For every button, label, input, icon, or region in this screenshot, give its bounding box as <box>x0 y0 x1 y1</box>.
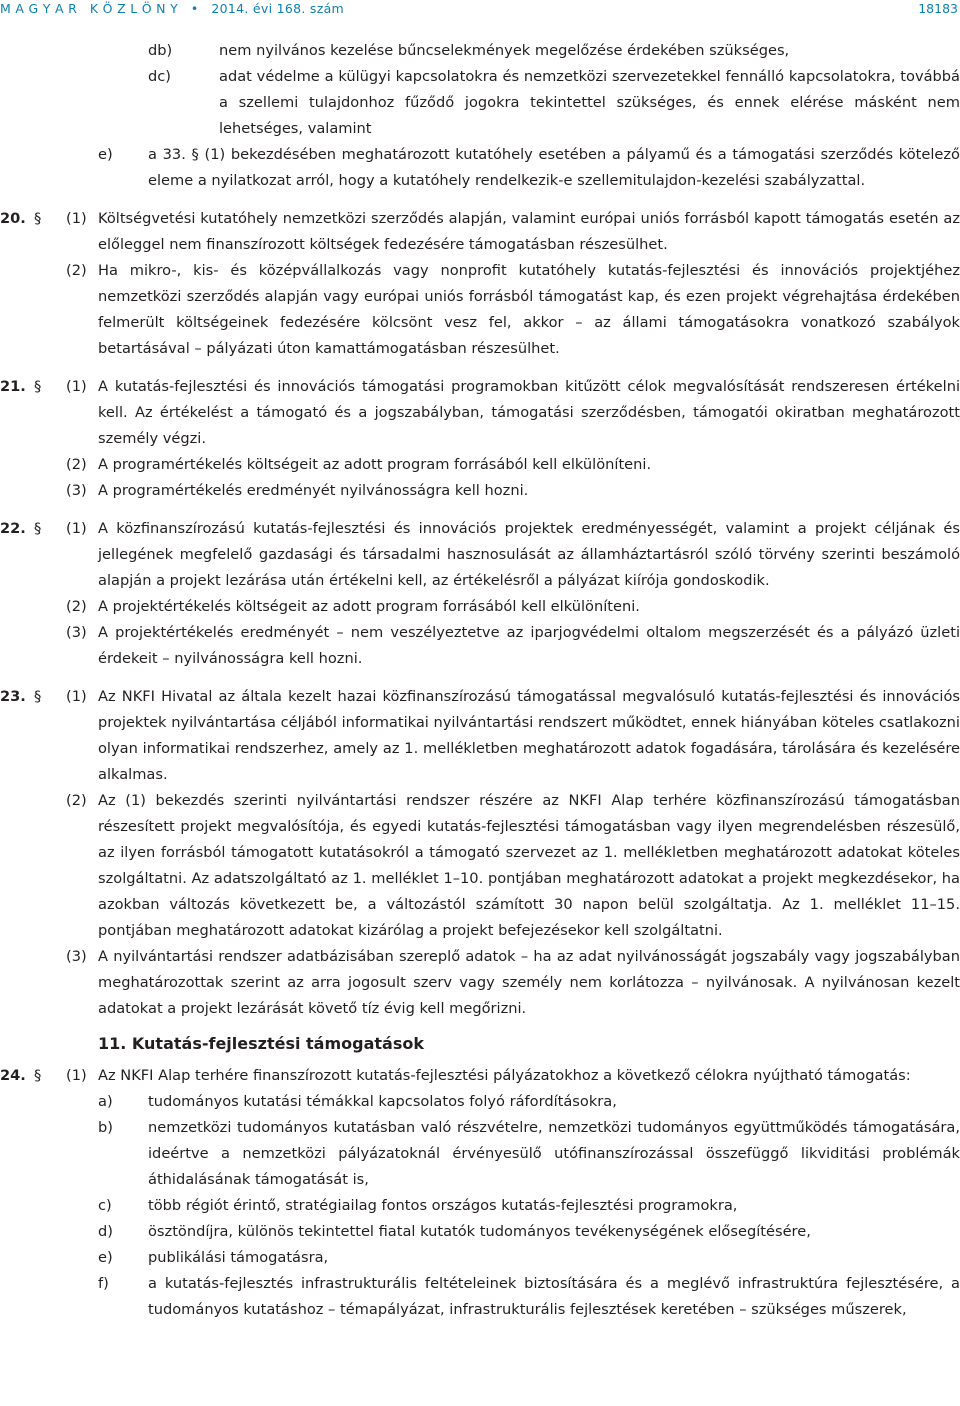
item-text: a kutatás-fejlesztés infrastrukturális feltételeinek biztosítására és a meglévő infrastruktúra fejlesztésére, a tudományos kutatáshoz – témapályázat, infrastrukturális fejlesztések keretében – szükséges műszerek, <box>148 1275 960 1318</box>
paragraph-number: (3) <box>66 948 87 965</box>
section-number: 20. <box>0 210 26 227</box>
list-item-c <box>0 1193 960 1219</box>
paragraph <box>0 516 960 594</box>
paragraph-number: (3) <box>66 624 87 641</box>
section-symbol: § <box>34 1067 42 1084</box>
paragraph-number: (3) <box>66 482 87 499</box>
document-body <box>0 38 960 1323</box>
item-label: d) <box>98 1223 113 1240</box>
list-item-d <box>0 1219 960 1245</box>
paragraph-text: A projektértékelés eredményét – nem veszélyeztetve az iparjogvédelmi oltalom megszerzését és a pályázó üzleti érdekeit – nyilvánosságra kell hozni. <box>98 624 960 667</box>
paragraph <box>0 258 960 362</box>
paragraph-number: (1) <box>66 1067 87 1084</box>
paragraph-text: Költségvetési kutatóhely nemzetközi szerződés alapján, valamint európai uniós forrásból kapott támogatás esetén az előleggel nem finanszírozott költségek fedezésére támogatásban részesülhet. <box>98 210 960 253</box>
paragraph <box>0 620 960 672</box>
item-label: e) <box>98 146 113 163</box>
paragraph <box>0 788 960 944</box>
item-text: a 33. § (1) bekezdésében meghatározott kutatóhely esetében a pályamű és a támogatási szerződés kötelező eleme a nyilatkozat arról, hogy a kutatóhely rendelkezik-e szellemitulajdon-kezelési szabályzattal. <box>148 146 960 189</box>
paragraph <box>0 1063 960 1089</box>
section-21 <box>0 374 960 504</box>
section-symbol: § <box>34 520 42 537</box>
paragraph <box>0 478 960 504</box>
item-text: nemzetközi tudományos kutatásban való részvételre, nemzetközi tudományos együttműködés támogatására, ideértve a nemzetközi pályázatoknál érvényesülő utófinanszírozással összefüggő likviditási problémák áthidalásának támogatását is, <box>148 1119 960 1188</box>
item-text: tudományos kutatási témákkal kapcsolatos folyó ráfordításokra, <box>148 1093 617 1110</box>
item-label: c) <box>98 1197 112 1214</box>
paragraph <box>0 374 960 452</box>
list-item-e <box>0 1245 960 1271</box>
paragraph-number: (1) <box>66 378 87 395</box>
paragraph-number: (1) <box>66 210 87 227</box>
paragraph <box>0 684 960 788</box>
list-item-f <box>0 1271 960 1323</box>
paragraph-text: Ha mikro-, kis- és középvállalkozás vagy nonprofit kutatóhely kutatás-fejlesztési és innovációs projektjéhez nemzetközi szerződés alapján vagy európai uniós forrásból támogatást kap, és ezen projekt végrehajtása érdekében felmerült költségeinek fedezésére kölcsönt vesz fel, akkor – az állami támogatásokra vonatkozó szabályok betartásával – pályázati úton kamattámogatásban részesülhet. <box>98 262 960 357</box>
paragraph <box>0 206 960 258</box>
list-item-b <box>0 1115 960 1193</box>
paragraph-text: Az (1) bekezdés szerinti nyilvántartási rendszer részére az NKFI Alap terhére közfinanszírozású támogatásban részesített projekt megvalósítója, és egyedi kutatás-fejlesztési támogatásban vagy ilyen megrendelésben részesülő, az ilyen forrásból támogatott kutatásokról a támogató szervezet az 1. mellékletben meghatározott adatokat köteles szolgáltatni. Az adatszolgáltató az 1. melléklet 1–10. pontjában meghatározott adatokat a projekt megkezdésekor, ha azokban változás következett be, a változástól számított 30 napon belül szolgáltatja. Az 1. melléklet 11–15. pontjában meghatározott adatokat kizárólag a projekt befejezésekor kell szolgáltatni. <box>98 792 960 939</box>
paragraph-text: A kutatás-fejlesztési és innovációs támogatási programokban kitűzött célok megvalósítását rendszeresen értékelni kell. Az értékelést a támogató és a jogszabályban, támogatási szerződésben, támogatói okiratban meghatározott személy végzi. <box>98 378 960 447</box>
paragraph <box>0 594 960 620</box>
section-symbol: § <box>34 378 42 395</box>
paragraph-text: A programértékelés eredményét nyilvánosságra kell hozni. <box>98 482 529 499</box>
paragraph-text: Az NKFI Hivatal az általa kezelt hazai közfinanszírozású támogatással megvalósuló kutatás-fejlesztési és innovációs projektek nyilvántartása céljából informatikai nyilvántartási rendszert működtet, ennek hiányában köteles csatlakozni olyan informatikai rendszerhez, amely az 1. mellékletben meghatározott adatok fogadására, tárolására és kezelésére alkalmas. <box>98 688 960 783</box>
item-text: nem nyilvános kezelése bűncselekmények megelőzése érdekében szükséges, <box>219 42 790 59</box>
section-number: 21. <box>0 378 26 395</box>
paragraph-text: A projektértékelés költségeit az adott program forrásából kell elkülöníteni. <box>98 598 640 615</box>
page-header <box>0 0 960 22</box>
section-22 <box>0 516 960 672</box>
chapter-heading: 11. Kutatás-fejlesztési támogatások <box>98 1034 424 1053</box>
list-item-db <box>0 38 960 64</box>
paragraph-number: (2) <box>66 792 87 809</box>
paragraph-text: A közfinanszírozású kutatás-fejlesztési és innovációs projektek eredményességét, valamint a projekt céljának és jellegének megfelelő gazdasági és társadalmi hasznosulását az államháztartásról szóló törvény szerinti beszámoló alapján a projekt lezárása után értékelni kell, az értékelésről a pályázat kiírója gondoskodik. <box>98 520 960 589</box>
list-item-dc <box>0 64 960 142</box>
item-text: adat védelme a külügyi kapcsolatokra és nemzetközi szervezetekkel fennálló kapcsolatokra, továbbá a szellemi tulajdonhoz fűződő jogokra tekintettel szükséges, és ennek elérése másként nem lehetséges, valamint <box>219 68 960 137</box>
paragraph-number: (2) <box>66 262 87 279</box>
section-number: 22. <box>0 520 26 537</box>
list-item-e <box>0 142 960 194</box>
item-label: e) <box>98 1249 113 1266</box>
item-text: ösztöndíjra, különös tekintettel fiatal kutatók tudományos tevékenységének elősegítésére, <box>148 1223 811 1240</box>
paragraph <box>0 944 960 1022</box>
list-item-a <box>0 1089 960 1115</box>
item-text: több régiót érintő, stratégiailag fontos országos kutatás-fejlesztési programokra, <box>148 1197 738 1214</box>
item-label: dc) <box>148 68 171 85</box>
item-label: f) <box>98 1275 109 1292</box>
paragraph-number: (1) <box>66 688 87 705</box>
paragraph-number: (1) <box>66 520 87 537</box>
item-label: b) <box>98 1119 113 1136</box>
paragraph-number: (2) <box>66 598 87 615</box>
item-text: publikálási támogatásra, <box>148 1249 329 1266</box>
item-label: db) <box>148 42 173 59</box>
paragraph-text: A nyilvántartási rendszer adatbázisában szereplő adatok – ha az adat nyilvánosságát jogszabály vagy jogszabályban meghatározottak szerint az arra jogosult szerv vagy személy nem korlátozza – nyilvánosak. A nyilvánosan kezelt adatokat a projekt lezárását követő tíz évig kell megőrizni. <box>98 948 960 1017</box>
item-label: a) <box>98 1093 113 1110</box>
paragraph <box>0 452 960 478</box>
journal-title: M A G Y A R K Ö Z L Ö N Y • 2014. évi 168. szám <box>0 1 345 16</box>
paragraph-text: Az NKFI Alap terhére finanszírozott kutatás-fejlesztési pályázatokhoz a következő célokra nyújtható támogatás: <box>98 1067 911 1084</box>
paragraph-text: A programértékelés költségeit az adott program forrásából kell elkülöníteni. <box>98 456 652 473</box>
section-number: 23. <box>0 688 26 705</box>
section-24 <box>0 1063 960 1323</box>
section-number: 24. <box>0 1067 26 1084</box>
paragraph-number: (2) <box>66 456 87 473</box>
section-symbol: § <box>34 210 42 227</box>
section-symbol: § <box>34 688 42 705</box>
section-23 <box>0 684 960 1022</box>
page-number: 18183 <box>918 1 958 16</box>
section-20 <box>0 206 960 362</box>
